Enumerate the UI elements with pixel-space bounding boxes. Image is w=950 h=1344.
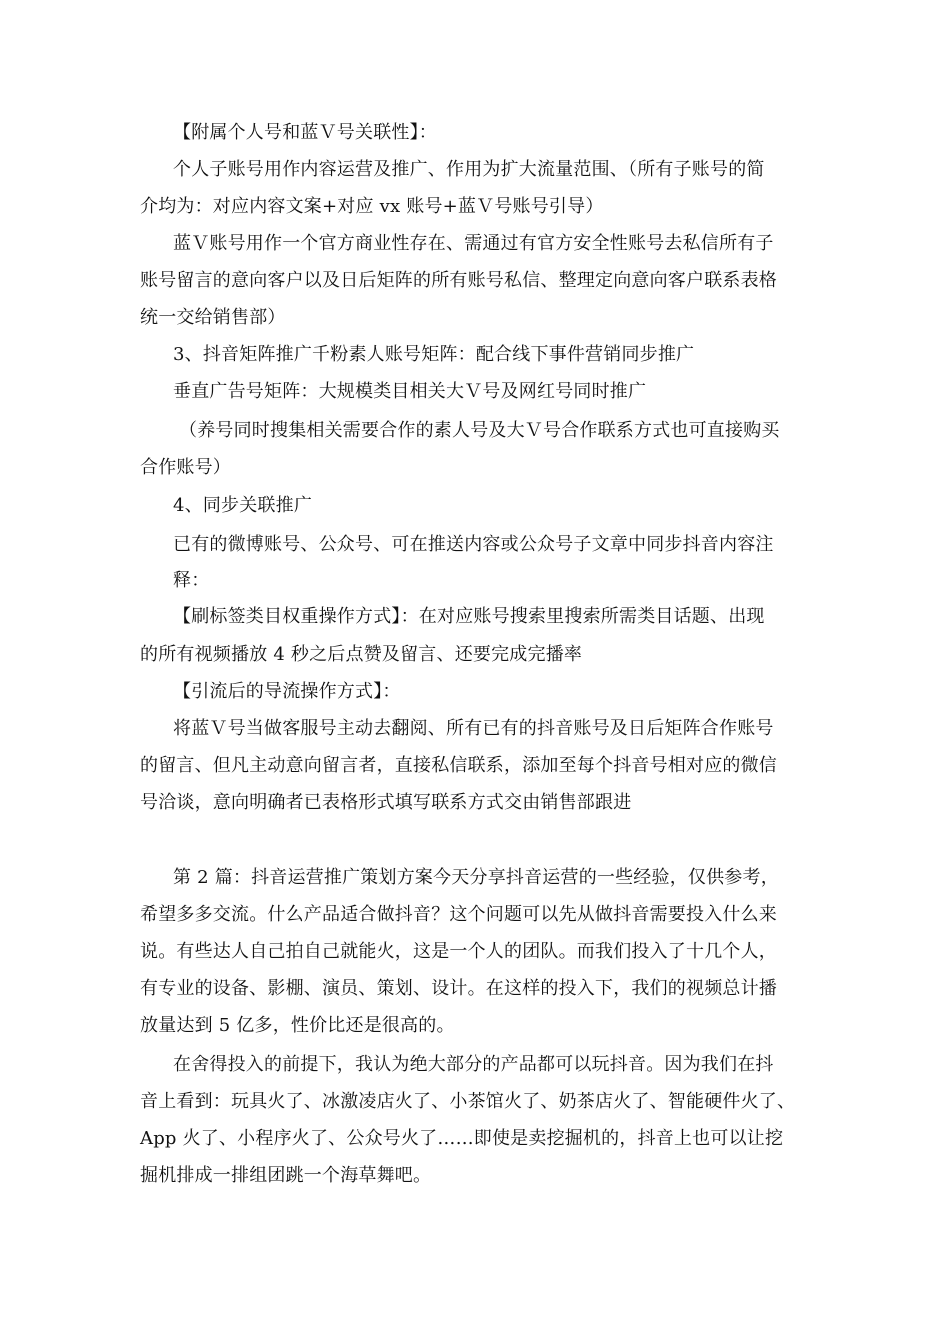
paragraph-line: 4、同步关联推广 (173, 495, 313, 516)
paragraph-line: 音上看到：玩具火了、冰激凌店火了、小茶馆火了、奶茶店火了、智能硬件火了、 (140, 1091, 796, 1112)
paragraph-line: App 火了、小程序火了、公众号火了……即使是卖挖掘机的，抖音上也可以让挖 (140, 1128, 784, 1149)
paragraph-line: 合作账号） (140, 457, 231, 478)
paragraph-line: 在舍得投入的前提下，我认为绝大部分的产品都可以玩抖音。因为我们在抖 (173, 1054, 774, 1075)
paragraph-line: 的所有视频播放 4 秒之后点赞及留言、还要完成完播率 (140, 644, 583, 665)
paragraph-line: 希望多多交流。什么产品适合做抖音？这个问题可以先从做抖音需要投入什么来 (140, 904, 777, 925)
paragraph-line: 垂直广告号矩阵：大规模类目相关大Ｖ号及网红号同时推广 (173, 381, 647, 402)
paragraph-line: 有专业的设备、影棚、演员、策划、设计。在这样的投入下，我们的视频总计播 (140, 978, 777, 999)
paragraph-line: 3、抖音矩阵推广千粉素人账号矩阵：配合线下事件营销同步推广 (173, 344, 695, 365)
paragraph-line: 释： (173, 570, 210, 591)
paragraph-line: 第 2 篇：抖音运营推广策划方案今天分享抖音运营的一些经验，仅供参考， (173, 867, 779, 888)
paragraph-line: 【附属个人号和蓝Ｖ号关联性】： (173, 122, 437, 143)
paragraph-line: 号洽谈，意向明确者已表格形式填写联系方式交由销售部跟进 (140, 792, 632, 813)
paragraph-line: 将蓝Ｖ号当做客服号主动去翻阅、所有已有的抖音账号及日后矩阵合作账号 (173, 718, 774, 739)
paragraph-line: 个人子账号用作内容运营及推广、作用为扩大流量范围、（所有子账号的简 (173, 159, 765, 180)
paragraph-line: 统一交给销售部） (140, 307, 286, 328)
paragraph-line: 【引流后的导流操作方式】： (173, 681, 401, 702)
paragraph-line: 的留言、但凡主动意向留言者，直接私信联系，添加至每个抖音号相对应的微信 (140, 755, 777, 776)
paragraph-line: 掘机排成一排组团跳一个海草舞吧。 (140, 1165, 432, 1186)
paragraph-line: 说。有些达人自己拍自己就能火，这是一个人的团队。而我们投入了十几个人， (140, 941, 777, 962)
paragraph-line: 蓝Ｖ账号用作一个官方商业性存在、需通过有官方安全性账号去私信所有子 (173, 233, 774, 254)
paragraph-line: 账号留言的意向客户以及日后矩阵的所有账号私信、整理定向意向客户联系表格 (140, 270, 777, 291)
paragraph-line: （养号同时搜集相关需要合作的素人号及大Ｖ号合作联系方式也可直接购买 (179, 420, 780, 441)
paragraph-line: 【刷标签类目权重操作方式】：在对应账号搜索里搜索所需类目话题、出现 (173, 606, 765, 627)
paragraph-line: 已有的微博账号、公众号、可在推送内容或公众号子文章中同步抖音内容注 (173, 534, 774, 555)
paragraph-line: 放量达到 5 亿多，性价比还是很高的。 (140, 1015, 455, 1036)
paragraph-line: 介均为：对应内容文案+对应 vx 账号+蓝Ｖ号账号引导） (140, 196, 604, 217)
